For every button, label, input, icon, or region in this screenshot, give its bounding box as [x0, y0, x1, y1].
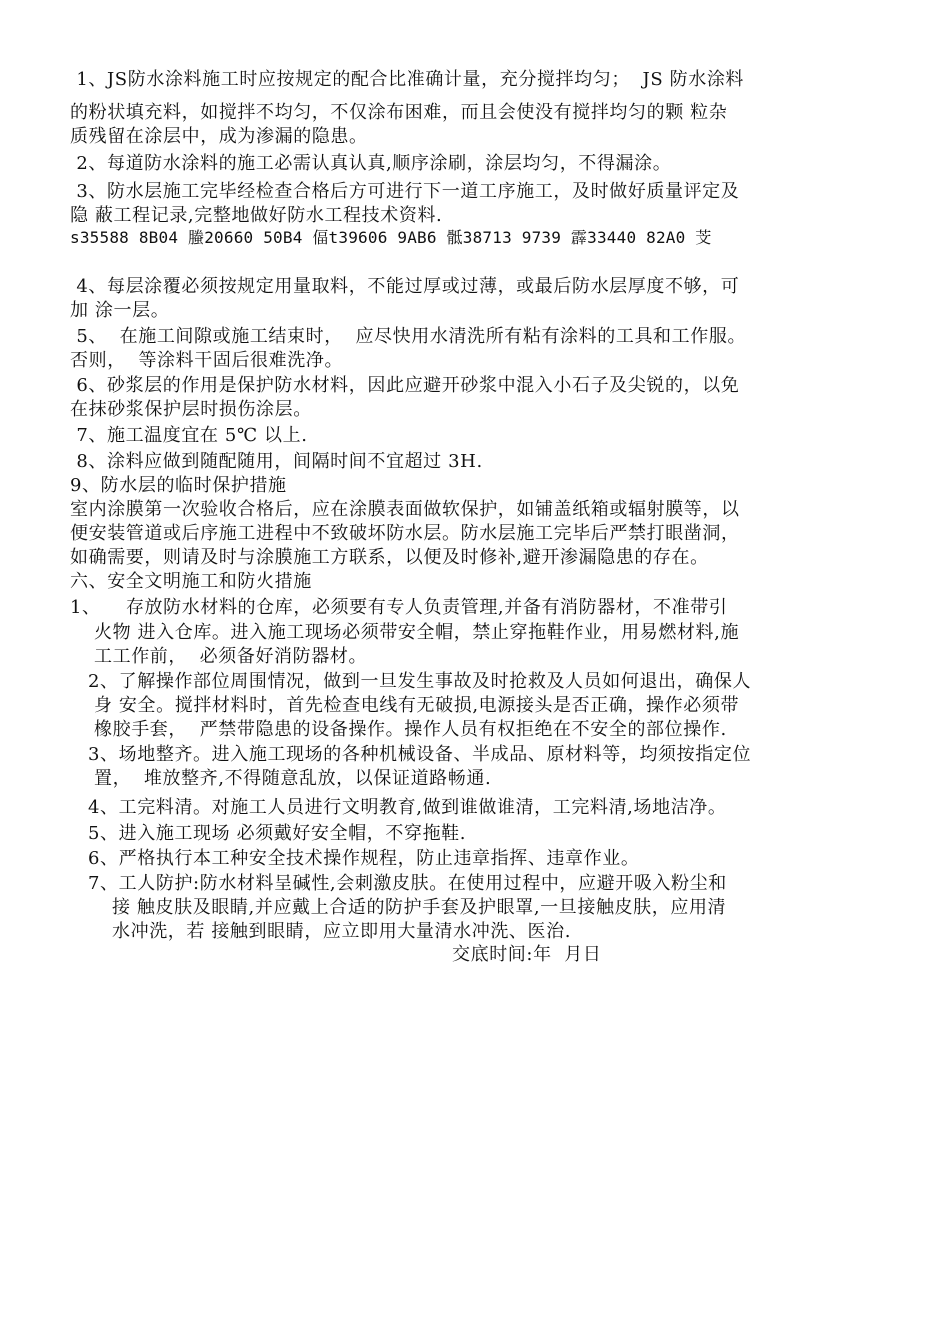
- text-line-24: 2、了解操作部位周围情况，做到一旦发生事故及时抢救及人员如何退出，确保人: [88, 671, 752, 692]
- text-line-12: 6、砂浆层的作用是保护防水材料，因此应避开砂浆中混入小石子及尖锐的，以免: [70, 375, 740, 396]
- text-line-16: 9、防水层的临时保护措施: [70, 475, 287, 496]
- text-line-17: 室内涂膜第一次验收合格后，应在涂膜表面做软保护，如铺盖纸箱或辐射膜等，以: [70, 499, 740, 520]
- text-line-28: 置， 堆放整齐,不得随意乱放，以保证道路畅通.: [94, 768, 492, 789]
- text-line-30: 5、进入施工现场 必须戴好安全帽，不穿拖鞋.: [88, 823, 467, 844]
- text-line-31: 6、严格执行本工种安全技术操作规程，防止违章指挥、违章作业。: [88, 848, 640, 869]
- text-line-4: 2、每道防水涂料的施工必需认真认真,顺序涂刷，涂层均匀，不得漏涂。: [70, 153, 672, 174]
- section-heading: 六、安全文明施工和防火措施: [70, 571, 312, 592]
- text-line-1: 1、JS防水涂料施工时应按规定的配合比准确计量，充分搅拌均匀； JS 防水涂料: [70, 69, 745, 90]
- text-line-6: 隐 蔽工程记录,完整地做好防水工程技术资料.: [70, 205, 443, 226]
- text-line-8: 4、每层涂覆必须按规定用量取料，不能过厚或过薄，或最后防水层厚度不够，可: [70, 276, 740, 297]
- text-line-11: 否则， 等涂料干固后很难洗净。: [70, 350, 344, 371]
- text-line-15: 8、涂料应做到随配随用，间隔时间不宜超过 3H.: [70, 451, 483, 472]
- text-line-26: 橡胶手套， 严禁带隐患的设备操作。操作人员有权拒绝在不安全的部位操作.: [94, 719, 727, 740]
- text-line-10: 5、 在施工间隙或施工结束时， 应尽快用水清洗所有粘有涂料的工具和工作服。: [70, 326, 747, 347]
- text-line-32: 7、工人防护:防水材料呈碱性,会刺激皮肤。在使用过程中，应避开吸入粉尘和: [88, 873, 727, 894]
- text-line-19: 如确需要，则请及时与涂膜施工方联系，以便及时修补,避开渗漏隐患的存在。: [70, 547, 709, 568]
- text-line-25: 身 安全。搅拌材料时，首先检查电线有无破损,电源接头是否正确，操作必须带: [94, 695, 740, 716]
- text-line-14: 7、施工温度宜在 5℃ 以上.: [70, 425, 308, 446]
- text-line-13: 在抹砂浆保护层时损伤涂层。: [70, 399, 312, 420]
- text-line-5: 3、防水层施工完毕经检查合格后方可进行下一道工序施工，及时做好质量评定及: [70, 181, 740, 202]
- text-line-22: 火物 进入仓库。进入施工现场必须带安全帽，禁止穿拖鞋作业，用易燃材料,施: [94, 622, 740, 643]
- text-line-34: 水冲洗，若 接触到眼睛，应立即用大量清水冲洗、医治.: [112, 921, 572, 942]
- text-line-27: 3、场地整齐。进入施工现场的各种机械设备、半成品、原材料等，均须按指定位: [88, 744, 752, 765]
- text-line-18: 便安装管道或后序施工进程中不致破坏防水层。防水层施工完毕后严禁打眼凿洞，: [70, 523, 740, 544]
- text-line-2: 的粉状填充料，如搅拌不均匀，不仅涂布困难，而且会使没有搅拌均匀的颗 粒杂: [70, 102, 728, 123]
- text-line-29: 4、工完料清。对施工人员进行文明教育,做到谁做谁清，工完料清,场地洁净。: [88, 797, 727, 818]
- text-line-21: 1、 存放防水材料的仓库，必须要有专人负责管理,并备有消防器材，不准带引: [70, 597, 728, 618]
- text-line-9: 加 涂一层。: [70, 300, 170, 321]
- text-line-3: 质残留在涂层中，成为渗漏的隐患。: [70, 126, 368, 147]
- code-line: s35588 8B04 螣20660 50B4 偪t39606 9AB6 骶38713 9739 霹33440 82A0 芠: [70, 228, 712, 247]
- text-line-23: 工工作前， 必须备好消防器材。: [94, 646, 368, 667]
- text-line-33: 接 触皮肤及眼睛,并应戴上合适的防护手套及护眼罩,一旦接触皮肤，应用清: [112, 897, 727, 918]
- handover-date: 交底时间:年 月日: [452, 944, 602, 965]
